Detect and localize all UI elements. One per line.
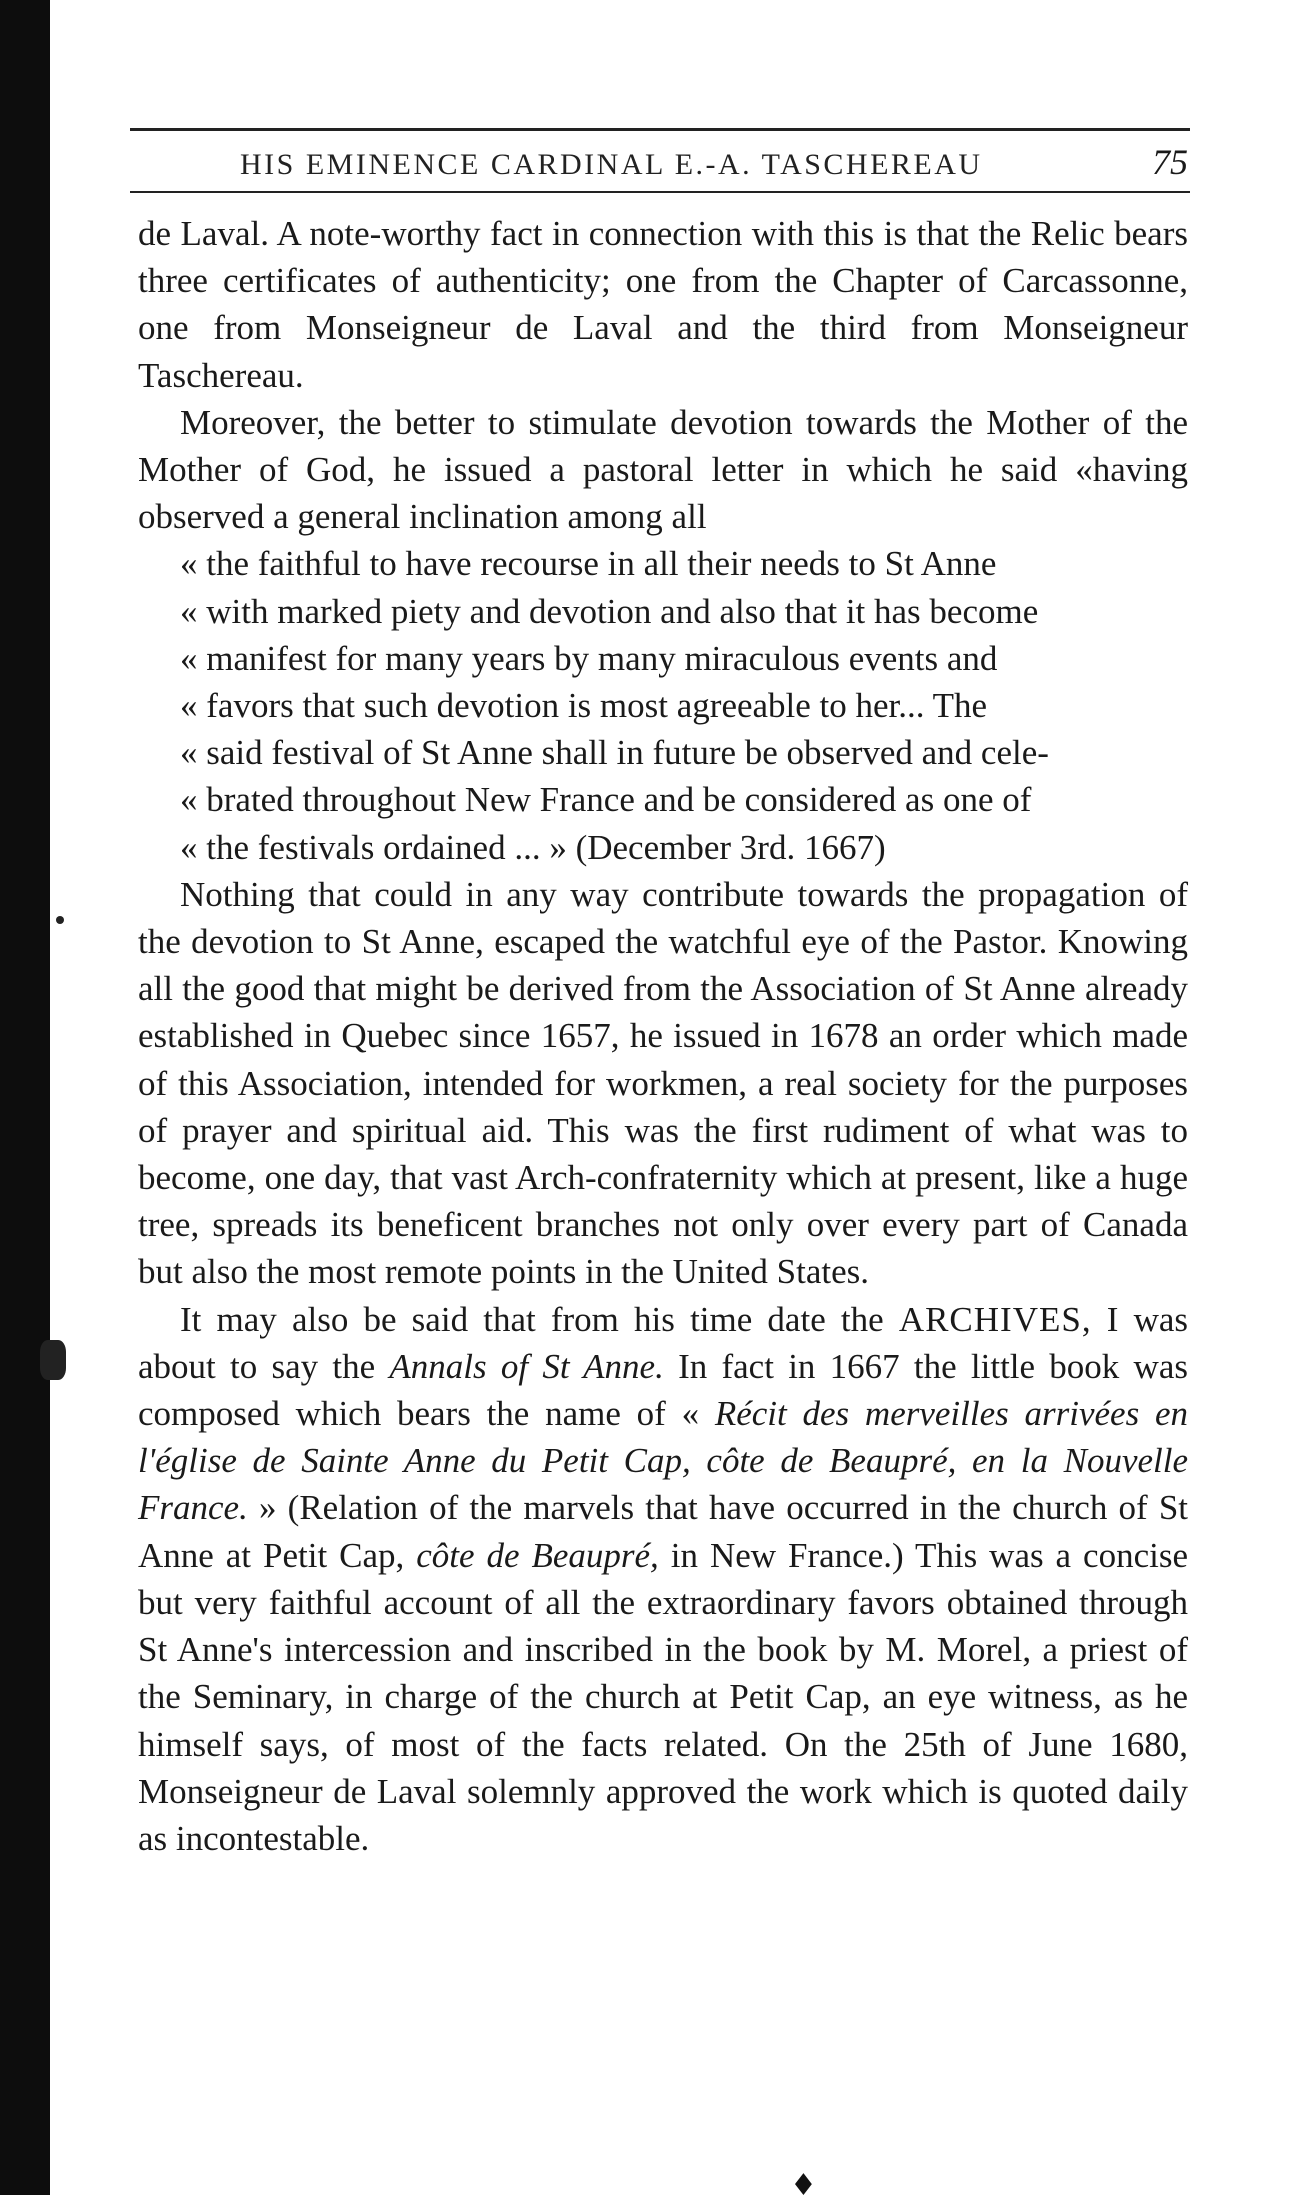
footer-ornament: ♦ — [790, 2168, 817, 2203]
p4-text-e: in New France.) This was a concise but very faithful account of all the extraordinary favors obtained through St Anne's intercession and inscribed in the book by M. Morel, a priest of the Seminary, in charge of the church at Petit Cap, an eye witness, as he himself says, of most of the facts related. On the 25th of June 1680, Monseigneur de Laval solemnly approved the work which is quoted daily as incontestable. — [138, 1535, 1189, 1858]
running-header — [130, 128, 1190, 193]
speck — [56, 916, 64, 924]
quote-line: « manifest for many years by many miraculous events and — [180, 638, 998, 678]
header-rule-top — [130, 128, 1190, 131]
p4-text-d: » (Relation of the marvels that have occurred in the church of St Anne at Petit Cap, — [138, 1488, 1189, 1575]
p4-text-a: It may also be said that from his time date the — [180, 1299, 884, 1339]
quote-line: « with marked piety and devotion and also that it has become — [180, 591, 1039, 631]
cote-de-beaupre: côte de Beaupré, — [416, 1535, 659, 1575]
body-text — [138, 210, 1188, 1862]
quote-line: « brated throughout New France and be considered as one of — [180, 780, 1032, 820]
page-number: 75 — [1152, 142, 1188, 182]
binding-edge — [0, 0, 50, 2195]
quote-line: « said festival of St Anne shall in future be observed and cele- — [180, 733, 1049, 773]
quote-line: « favors that such devotion is most agreeable to her... The — [180, 686, 988, 726]
paragraph-2-intro: Moreover, the better to stimulate devotion towards the Mother of the Mother of God, he issued a pastoral letter in which he said «having observed a general inclination among all — [138, 402, 1188, 537]
quote-line: « the festivals ordained ... » (December 3rd. 1667) — [180, 827, 886, 867]
paragraph-4 — [138, 1296, 1188, 1862]
quote-line: « the faithful to have recourse in all their needs to St Anne — [180, 544, 997, 584]
p4-text-c: In fact in 1667 the little book was composed which bears the name of « — [138, 1346, 1188, 1434]
recit-title: Récit des merveilles arrivées en l'église de Sainte Anne du Petit Cap, côte de Beaupré, en la Nouvelle France. — [138, 1394, 1188, 1528]
paragraph-3: Nothing that could in any way contribute towards the propagation of the devotion to St Anne, escaped the watchful eye of the Pastor. Knowing all the good that might be derived from the Association of St Anne already established in Quebec since 1657, he issued in 1678 an order which made of this Association, intended for workmen, a real society for the purposes of prayer and spiritual aid. This was the first rudiment of what was to become, one day, that vast Arch-confraternity which at present, like a huge tree, spreads its beneficent branches not only over every part of Canada but also the most remote points in the United States. — [138, 874, 1188, 1292]
header-rule-bottom — [130, 191, 1190, 193]
paragraph-2 — [138, 399, 1188, 871]
speck — [40, 1340, 66, 1380]
annals-title: Annals of St Anne. — [389, 1346, 664, 1386]
p4-text-b: I was about to say the — [138, 1299, 1189, 1386]
archives-word: ARCHIVES, — [898, 1299, 1092, 1339]
paragraph-1: de Laval. A note-worthy fact in connection with this is that the Relic bears three certificates of authenticity; one from the Chapter of Carcassonne, one from Monseigneur de Laval and the third from Monseigneur Taschereau. — [138, 214, 1188, 395]
running-title: HIS EMINENCE CARDINAL E.-A. TASCHEREAU — [240, 148, 983, 181]
